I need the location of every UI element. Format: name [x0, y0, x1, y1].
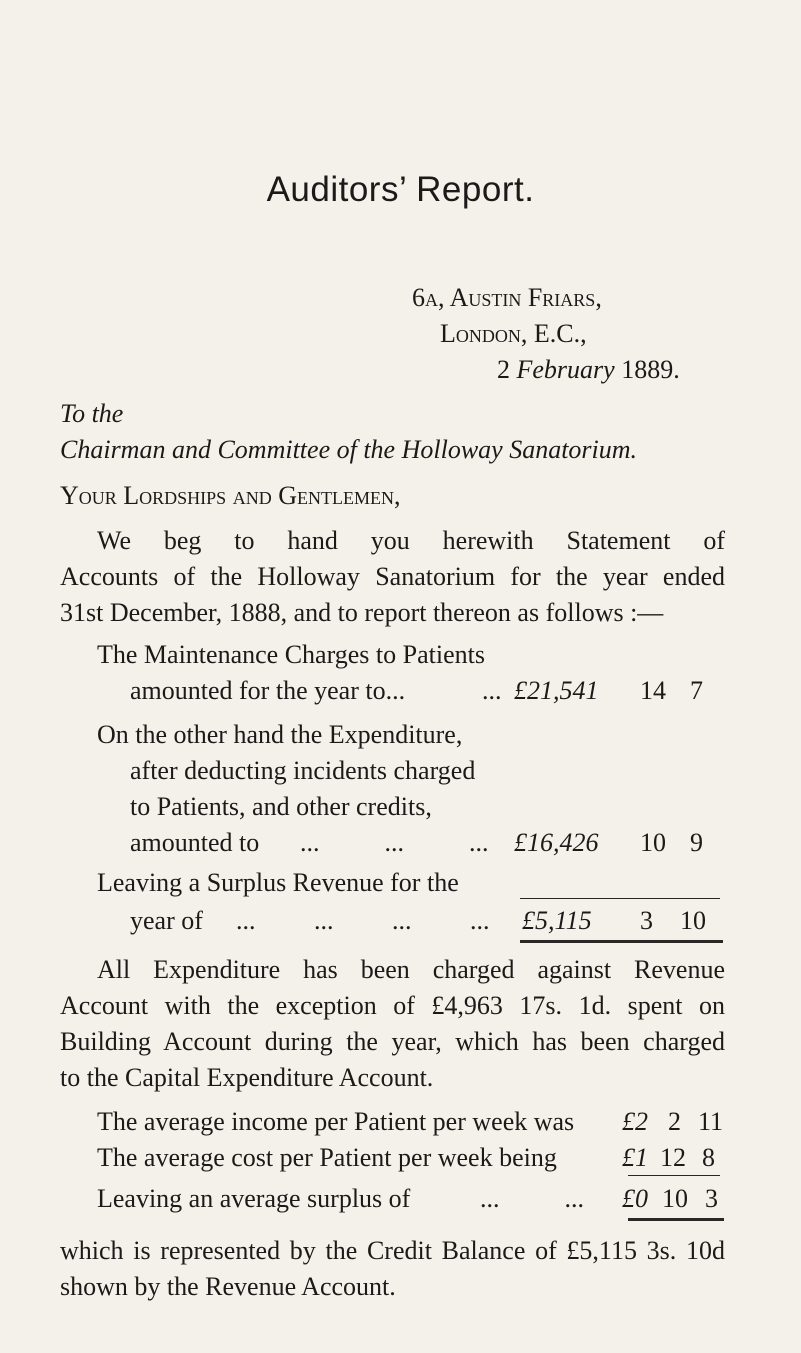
average-subtotal-rule	[628, 1175, 720, 1176]
expenditure-note-line-4: to the Capital Expenditure Account.	[60, 1063, 434, 1092]
statement-item-1-dots: ...	[482, 676, 502, 705]
report-date	[497, 355, 680, 385]
statement-item-2-pence: 9	[690, 828, 703, 857]
statement-item-1-line-2: amounted for the year to...	[130, 676, 406, 705]
average-cost-shillings: 12	[660, 1143, 686, 1172]
report-title: Auditors’ Report.	[266, 170, 535, 209]
statement-item-2-line-1: On the other hand the Expenditure,	[97, 720, 463, 749]
salutation-greeting: Your Lordships and Gentlemen,	[60, 481, 401, 510]
statement-item-2-line-4: amounted to	[130, 828, 260, 857]
intro-line-1: We beg to hand you herewith Statement of	[97, 526, 725, 555]
statement-item-3-shillings: 3	[640, 906, 653, 935]
salutation-addressee: Chairman and Committee of the Holloway Sanatorium.	[60, 435, 638, 464]
expenditure-note-line-2: Account with the exception of £4,963 17s. 1d. spent on	[60, 991, 725, 1020]
closing-line-1: which is represented by the Credit Balance of £5,115 3s. 10d	[60, 1236, 725, 1265]
average-income-pounds: £2	[622, 1107, 648, 1136]
expenditure-note-line-1: All Expenditure has been charged against Revenue	[97, 955, 725, 984]
average-income-label: The average income per Patient per week was	[97, 1107, 575, 1136]
date-year: 1889.	[621, 355, 680, 384]
statement-item-1-pence: 7	[690, 676, 703, 705]
salutation-to: To the	[60, 399, 124, 428]
total-double-rule	[520, 940, 723, 943]
average-cost-label: The average cost per Patient per week being	[97, 1143, 557, 1172]
average-surplus-pence: 3	[705, 1184, 718, 1213]
date-month: February	[516, 355, 615, 384]
expenditure-note-line-3: Building Account during the year, which has been charged	[60, 1027, 725, 1056]
statement-item-3-line-2: year of	[130, 906, 203, 935]
statement-item-3-pounds: £5,115	[522, 906, 592, 935]
average-total-rule	[628, 1218, 724, 1221]
average-surplus-dots: ... ...	[480, 1184, 584, 1213]
statement-item-2-line-2: after deducting incidents charged	[130, 756, 476, 785]
average-cost-pence: 8	[702, 1143, 715, 1172]
statement-item-1-line-1: The Maintenance Charges to Patients	[97, 640, 485, 669]
statement-item-2-dots: ... ... ...	[300, 828, 489, 857]
average-income-pence: 11	[698, 1107, 724, 1136]
average-cost-pounds: £1	[622, 1143, 648, 1172]
average-income-shillings: 2	[668, 1107, 681, 1136]
closing-line-2: shown by the Revenue Account.	[60, 1272, 396, 1301]
average-surplus-pounds: £0	[622, 1184, 648, 1213]
average-surplus-shillings: 10	[662, 1184, 688, 1213]
intro-line-3: 31st December, 1888, and to report thereon as follows :—	[60, 598, 664, 627]
statement-item-3-line-1: Leaving a Surplus Revenue for the	[97, 868, 459, 897]
statement-item-1-shillings: 14	[640, 676, 666, 705]
date-day: 2	[497, 355, 510, 384]
address-line-2: London, E.C.,	[440, 319, 587, 348]
statement-item-2-shillings: 10	[640, 828, 666, 857]
statement-item-1-pounds: £21,541	[514, 676, 599, 705]
address-line-1: 6a, Austin Friars,	[412, 283, 602, 312]
statement-item-2-pounds: £16,426	[514, 828, 599, 857]
intro-line-2: Accounts of the Holloway Sanatorium for the year ended	[60, 562, 725, 591]
statement-item-3-dots: ... ... ... ...	[236, 906, 490, 935]
subtotal-rule	[520, 898, 720, 899]
average-surplus-label: Leaving an average surplus of	[97, 1184, 411, 1213]
statement-item-3-pence: 10	[680, 906, 706, 935]
statement-item-2-line-3: to Patients, and other credits,	[130, 792, 432, 821]
